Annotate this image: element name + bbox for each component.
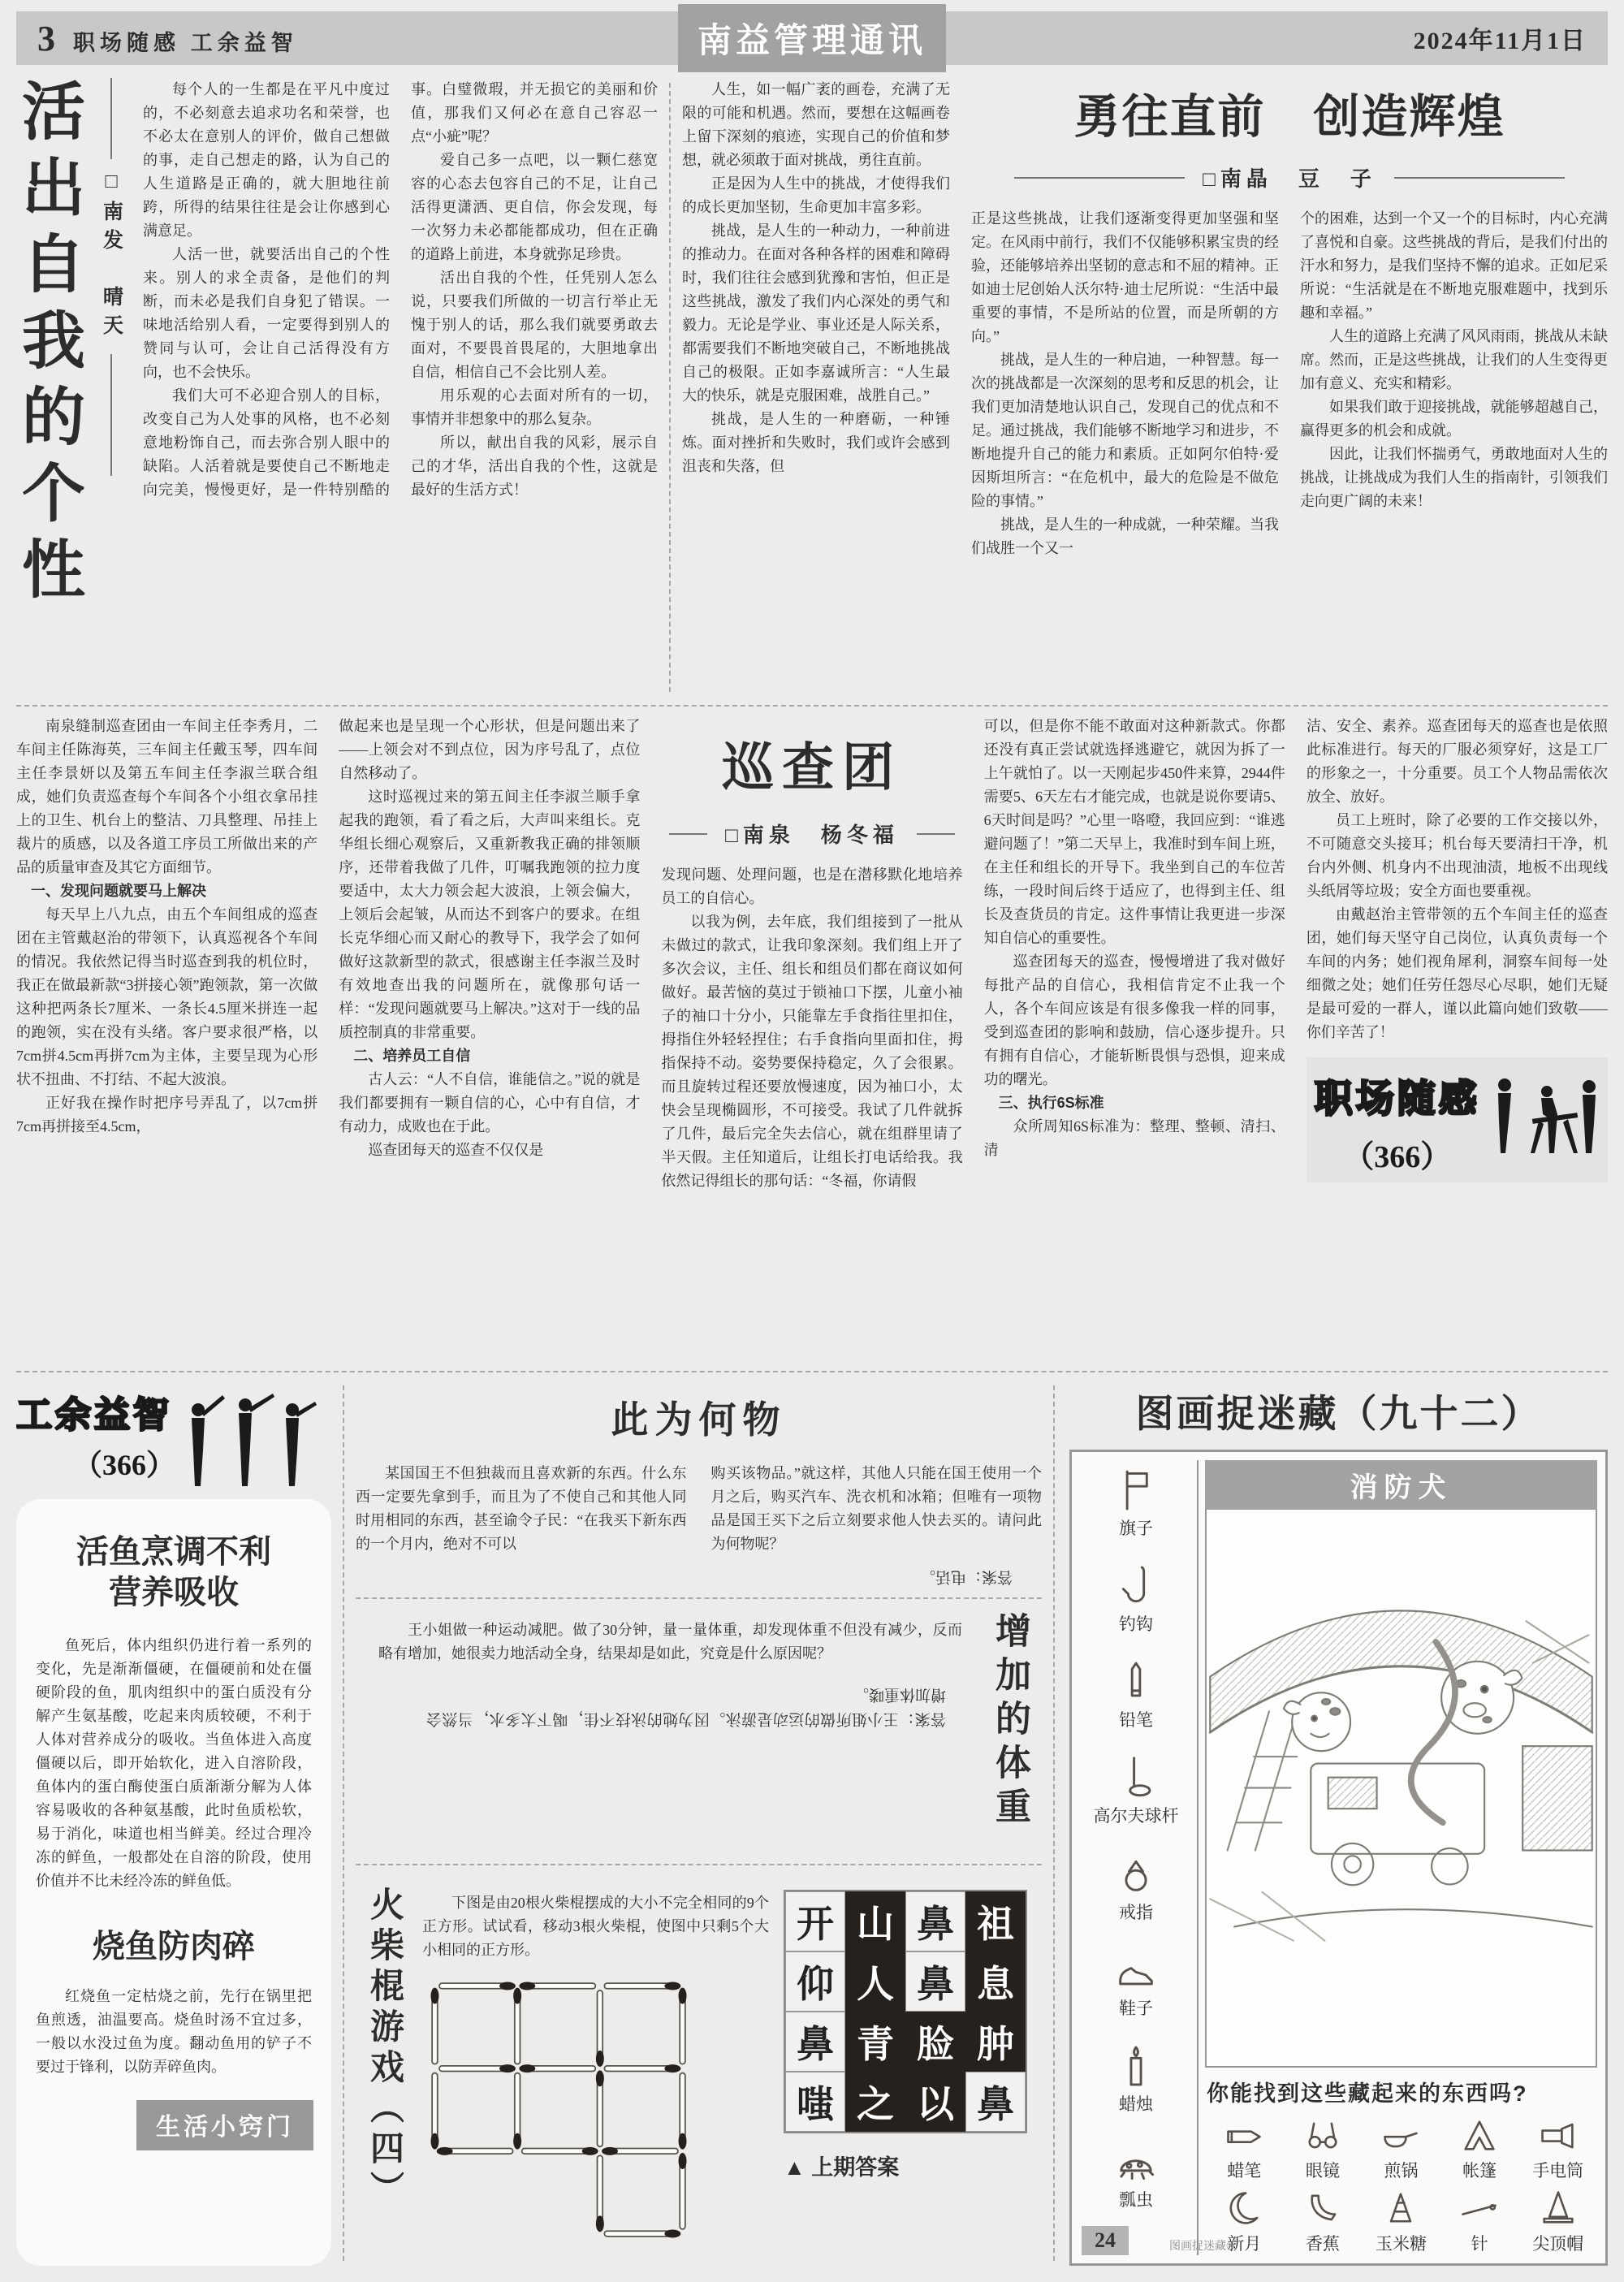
article-patrol-col2 (339, 715, 640, 1363)
tip1-title: 活鱼烹调不利 营养吸收 (76, 1533, 271, 1610)
paragraph: 南泉缝制巡查团由一车间主任李秀月，二车间主任陈海英，三车间主任戴玉琴，四车间主任李景妍以及第五车间主任李淑兰联合组成，她们负责巡查每个车间各个小组衣拿吊挂上的卫生、机台上的整洁、刀具整理、吊挂上裁片的质感，以及各道工序员工所做出来的产品的质量审查及其它方面细节。 (16, 718, 318, 875)
answer-grid-cell: 鼻 (785, 2012, 845, 2072)
paragraph: 人生的道路上充满了风风雨雨，挑战从未缺席。然而，正是这些挑战，让我们的人生变得更加有意义、充实和精彩。 (1300, 328, 1608, 391)
paragraph: 正是这些挑战，让我们逐渐变得更加坚强和坚定。在风雨中前行，我们不仅能够积累宝贵的经验，还能够培养出坚韧的意志和不屈的精神。正如迪士尼创始人沃尔特·迪士尼所说：“生活中最重要的事情，不是所站的位置，而是所朝的方向。” (971, 210, 1279, 344)
ring-icon (1112, 1851, 1160, 1898)
article-forward-title: 勇往直前 创造辉煌 (1073, 92, 1505, 143)
top-row (13, 65, 1608, 697)
hidden-item-label: 新月 (1227, 2234, 1262, 2254)
paragraph: 挑战，是人生的一种磨砺，一种锤炼。面对挫折和失败时，我们或许会感到沮丧和失落，但 (682, 411, 950, 474)
paragraph: 员工上班时，除了必要的工作交接以外，不可随意交头接耳；机台每天要清扫干净，机台内外侧、机身内不出现油渍，地板不出现线头纸屑等垃圾；安全方面也要重视。 (1306, 812, 1608, 899)
paragraph: 我们大可不必迎合别人的目标，改变自己为人处事的风格，也不必刻意地粉饰自己，而去弥合别人眼中的缺陷。人活着就是要使自己不断地走向完美，慢慢更好，是一件特别酷的事。白璧微瑕，并无损它的美丽和价值，那我们又何必在意自己容忍一点“小疵”呢？ (143, 81, 658, 498)
life-tips-badge: 生活小窍门 (136, 2100, 313, 2150)
banana-icon (1302, 2187, 1344, 2229)
crescent-moon-icon (1223, 2187, 1265, 2229)
hidden-item-label: 手电筒 (1532, 2161, 1584, 2180)
hidden-item-candy-corn (1363, 2187, 1439, 2255)
issue-date: 2024年11月1日 (1413, 28, 1587, 54)
hidden-picture-prompt: 你能找到这些藏起来的东西吗? (1207, 2081, 1528, 2106)
paragraph: 洁、安全、素养。巡查团每天的巡查也是依照此标准进行。每天的厂服必须穿好，这是工厂的形象之一，十分重要。员工个人物品需依次放全、放好。 (1306, 718, 1608, 805)
riddle-weight-answer: 答案：王小姐所做的运动是游泳。因为她的泳技不佳，喝下太多水，当然会增加体重喽。 (426, 1686, 946, 1727)
byline-rule (1394, 177, 1565, 179)
hidden-item-label: 帐篷 (1462, 2161, 1497, 2180)
answer-grid-cell: 脸 (905, 2012, 965, 2072)
paragraph: 正是因为人生中的挑战，才使得我们的成长更加坚韧，生命更加丰富多彩。 (682, 175, 950, 215)
article-patrol (16, 715, 1608, 1363)
last-answer-block (784, 1887, 1042, 2266)
paragraph: 做起来也是呈现一个心形状，但是问题出来了——上领会对不到点位，因为序号乱了，点位自然移动了。 (339, 718, 641, 781)
paragraph: 以我为例，去年底，我们组接到了一批从未做过的款式，让我印象深刻。我们组上开了多次会议，主任、组长和组员们都在商议如何做好。最苦恼的莫过于锁袖口下摆，儿童小袖子的袖口十分小，只能靠左手食指往里扣住，拇指住外轻轻捏住；右手食指向里面扣住，拇指保持不动。姿势要保持稳定，久了会很累。而且旋转过程还要放慢速度，因为袖口小，太快会呈现椭圆形，不可接受。我试了几件就拆了几件，最后完全失去信心，就在组群里请了半天假。主任知道后，让组长打电话给我。我依然记得组长的那句话：“冬福，你请假 (661, 914, 963, 1189)
hidden-item-label: 戒指 (1119, 1902, 1153, 1922)
answer-grid-cell: 之 (845, 2072, 905, 2132)
paragraph: 这时巡视过来的第五间主任李淑兰顺手拿起我的跑领，看了看之后，大声叫来组长。克华组长细心观察后，又重新教我正确的排领顺序，还带着我做了几件，叮嘱我跑领的拉力度要适中，太大力领会起大波浪，上领会偏大，上领后会起皱，从而达不到客户的要求。在组长克华细心而又耐心的教导下，我学会了如何做好这款新型的款式，很感谢主任李淑兰及时有效地查出我的问题所在，就像那句话一样：“发现问题就要马上解决。”这对于一线的品质控制真的非常重要。 (339, 789, 641, 1040)
puzzle-badge (16, 1381, 331, 1489)
riddles-zone (356, 1381, 1042, 2266)
answer-grid-cell: 鼻 (905, 1951, 965, 2012)
candle-icon (1112, 2042, 1160, 2090)
article-individuality-byline: □南发 晴天 (100, 171, 123, 343)
tip2-title: 烧鱼防肉碎 (93, 1928, 255, 1964)
workplace-badge (1307, 1057, 1608, 1182)
paragraph: 古人云：“人不自信，谁能信之。”说的就是我们都要拥有一颗自信的心，心中有自信，才有动力，成败也在于此。 (339, 1071, 641, 1135)
byline-rule (917, 833, 955, 835)
hidden-item-label: 钓钩 (1119, 1614, 1153, 1635)
paragraph: 因此，让我们怀揣勇气，勇敢地面对人生的挑战，让挑战成为我们人生的指南针，引领我们走向更广阔的未来！ (1300, 446, 1608, 509)
hidden-item-label: 旗子 (1119, 1519, 1153, 1538)
hidden-item-golf-club (1080, 1754, 1192, 1827)
needle-icon (1458, 2187, 1501, 2229)
answer-grid-cell: 开 (785, 1891, 845, 1951)
riddle-what-title: 此为何物 (611, 1399, 787, 1441)
section-divider (356, 1864, 1042, 1865)
article-forward-byline-block (979, 162, 1600, 192)
fishhook-icon (1112, 1562, 1160, 1610)
row-divider (16, 1371, 1608, 1372)
riddle-what-section (356, 1384, 1042, 1589)
paragraph: 众所周知6S标准为：整理、整顿、清扫、清 (983, 1118, 1285, 1158)
tent-icon (1458, 2114, 1501, 2156)
answer-grid-cell: 青 (845, 2012, 905, 2072)
hidden-picture-banner: 消防犬 (1205, 1460, 1597, 1510)
article-patrol-col5-body (1307, 715, 1608, 1044)
paragraph: 爱自己多一点吧，以一颗仁慈宽容的心态去包容自己的不足，让自己活得更潇洒、更自信，你会发现，每一次努力未必都能都成功，但在正确的道路上前进，本身就弥足珍贵。 (411, 152, 658, 262)
last-answer-grid (784, 1890, 1027, 2133)
hidden-item-banana (1285, 2187, 1361, 2255)
page-header (16, 11, 1608, 65)
hidden-item-candle (1080, 2042, 1192, 2116)
shoe-icon (1112, 1947, 1160, 1994)
matchstick-puzzle-figure (422, 1973, 695, 2246)
byline-rule (1014, 177, 1185, 179)
byline-rule (110, 354, 112, 476)
article-patrol-col5 (1307, 715, 1608, 1363)
paragraph: 购买该物品。”就这样，其他人只能在国王使用一个月之后，购买汽车、洗衣机和冰箱；但唯有一项物品是国王买下之后立刻要求他人快去买的。请问此为何物呢？ (710, 1465, 1042, 1552)
article-patrol-col3 (661, 715, 962, 1363)
article-patrol-byline: □南泉 杨冬福 (725, 823, 899, 847)
pointed-hat-icon (1537, 2187, 1579, 2229)
paragraph: 个的困难，达到一个又一个的目标时，内心充满了喜悦和自豪。这些挑战的背后，是我们付出的汗水和努力，是我们坚持不懈的追求。正如尼采所说：“生活就是在不断地克服难题中，找到乐趣和幸福。” (1300, 210, 1608, 321)
article-patrol-col3-body (661, 863, 962, 1193)
vertical-divider (669, 83, 671, 692)
article-patrol-title: 巡查团 (722, 739, 902, 797)
last-answer-caption: ▲ 上期答案 (784, 2155, 900, 2180)
hidden-item-needle (1442, 2187, 1518, 2255)
golf-club-icon (1112, 1754, 1160, 1801)
pencil-icon (1112, 1658, 1160, 1705)
flashlight-icon (1537, 2114, 1579, 2156)
paragraph: 三、执行6S标准 (998, 1095, 1104, 1111)
hidden-item-label: 高尔夫球杆 (1093, 1806, 1179, 1826)
hidden-item-label: 尖顶帽 (1532, 2234, 1584, 2254)
article-individuality (13, 78, 658, 697)
riddle-weight-title: 增加的体重 (990, 1612, 1030, 1831)
workplace-badge-title: 职场随感 (1314, 1077, 1480, 1120)
hidden-item-tent (1442, 2114, 1518, 2182)
frying-pan-icon (1380, 2114, 1422, 2156)
hidden-picture-items (1207, 2114, 1596, 2255)
article-patrol-col4 (984, 715, 1285, 1363)
tips-zone (16, 1381, 331, 2266)
answer-grid-cell: 鼻 (965, 2072, 1026, 2132)
hidden-item-label: 玉米糖 (1375, 2234, 1427, 2254)
paragraph: 可以，但是你不能不敢面对这种新款式。你都还没有真正尝试就选择逃避它，就因为拆了一上午就怕了。以一天刚起步450件来算，2944件需要5、6天左右才能完成，也就是说你要请5、6天时间是吗？”心里一咯噔，我回应到：“谁逃避问题了！”第二天早上，我准时到车间上班，在主任和组长的开导下。我坐到自己的车位苦练，一段时间后终于适应了，也得到主任、组长及查货员的肯定。这件事情让我更进一步深知自信心的重要性。 (983, 718, 1285, 946)
riddle-weight-body (378, 1619, 962, 1666)
picture-watermark: 图画捉迷藏® (1169, 2241, 1235, 2253)
puzzle-badge-title: 工余益智 (16, 1395, 172, 1435)
hidden-item-label: 鞋子 (1119, 1998, 1153, 2018)
article-forward-col3 (1300, 207, 1608, 513)
hidden-item-glasses (1285, 2114, 1361, 2182)
hidden-item-label: 香蕉 (1305, 2234, 1340, 2254)
glasses-icon (1302, 2114, 1344, 2156)
bottom-row (16, 1381, 1608, 2266)
article-individuality-byline-block (93, 78, 130, 565)
answer-grid-cell: 祖 (965, 1891, 1026, 1951)
paragraph: 每天早上八九点，由五个车间组成的巡查团在主管戴赵治的带领下，认真巡视各个车间的情况。我依然记得当时巡查到我的机位时，我正在做最新款“3拼接心领”跑领款，第一次做这种把两条长7厘米、一条长4.5厘米拼连一起的跑领，实在没有头绪。客户要求很严格，以7cm拼4.5cm再拼7cm为主体，主要呈现为心形状不扭曲、不打结、不起大波浪。 (16, 906, 318, 1087)
answer-grid-cell: 人 (845, 1951, 905, 2012)
riddle-what-col1 (356, 1462, 687, 1556)
article-forward (682, 78, 1608, 697)
paragraph: 活出自我的个性，任凭别人怎么说，只要我们所做的一切言行举止无愧于别人的话，那么我们就要勇敢去面对，不要畏首畏尾的，大胆地拿出自信，相信自己不会比别人差。 (411, 270, 658, 380)
hidden-item-label: 铅笔 (1119, 1710, 1153, 1731)
paragraph: 正好我在操作时把序号弄乱了，以7cm拼7cm再拼接至4.5cm， (16, 1095, 318, 1135)
vertical-divider (343, 1385, 344, 2261)
hidden-item-shoe (1080, 1947, 1192, 2020)
hidden-picture-zone (1066, 1381, 1608, 2266)
section-divider (356, 1597, 1042, 1599)
riddle-what-col2 (711, 1462, 1043, 1556)
picture-page-marker: 24 (1082, 2226, 1129, 2255)
hidden-item-pencil (1080, 1658, 1192, 1731)
paragraph: 挑战，是人生的一种成就，一种荣耀。当我们战胜一个又一 (971, 516, 1279, 556)
hidden-item-flashlight (1520, 2114, 1596, 2182)
hidden-item-pointed-hat (1520, 2187, 1596, 2255)
paragraph: 由戴赵治主管带领的五个车间主任的巡查团，她们每天坚守自己岗位，认真负责每一个车间的内务；她们视角犀利，洞察车间每一处细微之处；她们任劳任怨尽心尽职，她们无疑是最可爱的一群人，谨以此篇向她们致敬——你们辛苦了！ (1306, 906, 1608, 1040)
byline-rule (669, 833, 707, 835)
answer-grid-cell: 嗤 (785, 2072, 845, 2132)
matchstick-game-section (356, 1874, 1042, 2266)
page-number: 3 (37, 18, 55, 58)
hidden-picture-sidebar (1080, 1460, 1199, 2255)
article-individuality-body (143, 78, 658, 679)
article-patrol-byline-block (669, 819, 954, 849)
answer-grid-cell: 肿 (965, 2012, 1026, 2072)
paragraph: 所以，献出自我的风彩，展示自己的才华，活出自我的个性，这就是最好的生活方式！ (411, 434, 658, 498)
tip1-body (36, 1634, 312, 1893)
paragraph: 一、发现问题就要马上解决 (31, 883, 206, 899)
candy-corn-icon (1380, 2187, 1422, 2229)
fire-dog-illustration (1205, 1510, 1597, 2068)
hidden-item-label: 煎锅 (1384, 2161, 1419, 2180)
paragraph: 鱼死后，体内组织仍进行着一系列的变化，先是渐渐僵硬，在僵硬前和处在僵硬阶段的鱼，肌肉组织中的蛋白质没有分解产生氨基酸，吃起来肉质较硬，不利于人体对营养成分的吸收。当鱼体进入高度僵硬以后，即开始软化，进入自溶阶段，鱼体内的蛋白酶使蛋白质渐渐分解为人体容易吸收的各种氨基酸，此时鱼质松软，易于消化，味道也相当鲜美。经过合理冷冻的鲜鱼，一般都处在自溶的阶段，使用价值并不比未经冷冻的鲜鱼低。 (36, 1637, 312, 1889)
life-tips-box (16, 1499, 331, 2266)
riddle-what-answer: 答案：电话。 (919, 1568, 1013, 1585)
hidden-item-label: 针 (1471, 2234, 1488, 2254)
byline-rule (110, 78, 112, 159)
hidden-item-label: 眼镜 (1305, 2161, 1340, 2180)
article-patrol-col1 (16, 715, 317, 1363)
paragraph: 巡查团每天的巡查，慢慢增进了我对做好每批产品的自信心，我相信肯定不止我一个人，各个车间应该是有很多像我一样的同事，受到巡查团的影响和鼓励，信心逐步提升。只有拥有自信心，才能斩断畏惧与恐惧，迎来成功的曙光。 (983, 953, 1285, 1087)
hidden-item-frying-pan (1363, 2114, 1439, 2182)
paragraph: 挑战，是人生的一种动力，一种前进的推动力。在面对各种各样的困难和障碍时，我们往往会感到犹豫和害怕，但正是这些挑战，激发了我们内心深处的勇气和毅力。无论是学业、事业还是人际关系，都需要我们不断地突破自己，不断地挑战自己的极限。正如李嘉诚所言：“人生最大的快乐，就是克服困难，战胜自己。” (682, 223, 950, 404)
paragraph: 用乐观的心去面对所有的一切，事情并非想象中的那么复杂。 (411, 387, 658, 427)
riddle-weight-section (356, 1607, 1042, 1856)
tip2-body (36, 1985, 312, 2079)
article-forward-col1 (682, 78, 950, 697)
hidden-item-label: 蜡烛 (1119, 2094, 1153, 2114)
hidden-picture-headline: 图画捉迷藏（九十二） (1135, 1394, 1542, 1436)
article-individuality-title: 活出自我的个性 (13, 78, 84, 612)
hidden-item-label: 蜡笔 (1227, 2161, 1262, 2180)
row-divider (16, 705, 1608, 707)
flag-icon (1112, 1467, 1160, 1514)
hidden-item-crayon (1207, 2114, 1282, 2182)
hidden-item-ring (1080, 1851, 1192, 1924)
hidden-item-fishhook (1080, 1562, 1192, 1636)
article-forward-col2 (971, 207, 1279, 560)
answer-grid-cell: 息 (965, 1951, 1026, 2012)
answer-grid-cell: 仰 (785, 1951, 845, 2012)
header-sections: 职场随感 工余益智 (73, 30, 298, 55)
paragraph: 下图是由20根火柴棍摆成的大小不完全相同的9个正方形。试试看，移动3根火柴棍，使图中只剩5个大小相同的正方形。 (422, 1895, 769, 1958)
crayon-icon (1223, 2114, 1265, 2156)
puzzle-badge-issue: （366） (73, 1449, 176, 1481)
paragraph: 人生，如一幅广袤的画卷，充满了无限的可能和机遇。然而，要想在这幅画卷上留下深刻的痕迹，实现自己的价值和梦想，就必须敢于面对挑战，勇往直前。 (682, 81, 950, 168)
workplace-badge-issue: （366） (1343, 1140, 1452, 1174)
paragraph: 某国国王不但独裁而且喜欢新的东西。什么东西一定要先拿到手，而且为了不使自己和其他人同时用相同的东西，甚至谕令子民：“在我买下新东西的一个月内，绝对不可以 (356, 1465, 687, 1552)
hidden-item-label: 瓢虫 (1119, 2189, 1153, 2210)
paragraph: 二、培养员工自信 (353, 1048, 471, 1064)
answer-grid-cell: 以 (905, 2072, 965, 2132)
matchstick-game-title: 火柴棍游戏（四） (365, 1887, 403, 2211)
hidden-picture-box (1069, 1450, 1608, 2266)
vertical-divider (1053, 1385, 1055, 2261)
hidden-item-ladybug (1080, 2138, 1192, 2211)
answer-grid-cell: 鼻 (905, 1891, 965, 1951)
paragraph: 巡查团每天的巡查不仅仅是 (368, 1142, 544, 1158)
workers-silhouette-icon (1490, 1074, 1608, 1171)
stargazers-silhouette-icon (182, 1385, 320, 1489)
paragraph: 挑战，是人生的一种启迪，一种智慧。每一次的挑战都是一次深刻的思考和反思的机会，让我们更加清楚地认识自己，发现自己的优点和不足。通过挑战，我们能够不断地学习和进步，不断地提升自己的能力和素质。正如阿尔伯特·爱因斯坦所言：“在危机中，最大的危险是不做危险的事情。” (971, 352, 1279, 509)
paragraph: 人活一世，就要活出自己的个性来。别人的求全责备，是他们的判断，而未必是我们自身犯了错误。一味地活给别人看，一定要得到别人的赞同与认可，会让自己活得没有方向，也不会快乐。 (143, 246, 390, 380)
answer-grid-cell: 山 (845, 1891, 905, 1951)
hidden-picture-key (1205, 2068, 1597, 2255)
paragraph: 红烧鱼一定枯烧之前，先行在锅里把鱼煎透，油温要高。烧鱼时汤不宜过多，一般以水没过鱼为度。翻动鱼用的铲子不要过于锋利，以防弄碎鱼肉。 (36, 1988, 312, 2075)
paragraph: 每个人的一生都是在平凡中度过的，不必刻意去追求功名和荣誉，也不必太在意别人的评价，做自己想做的事，走自己想走的路，认为自己的人生道路是正确的，就大胆地往前跨，所得的结果往往是会让你感到心满意足。 (143, 81, 390, 239)
hidden-item-flag (1080, 1467, 1192, 1540)
article-forward-byline: □南晶 豆 子 (1203, 167, 1376, 191)
paragraph: 如果我们敢于迎接挑战，就能够超越自己，赢得更多的机会和成就。 (1300, 399, 1608, 439)
masthead: 南益管理通讯 (678, 4, 946, 72)
paragraph: 王小姐做一种运动减肥。做了30分钟，量一量体重，却发现体重不但没有减少，反而略有增加，她很卖力地活动全身，结果却是如此，究竟是什么原因呢？ (378, 1622, 962, 1662)
matchstick-game-intro (422, 1891, 769, 1962)
ladybug-icon (1112, 2138, 1160, 2185)
paragraph: 发现问题、处理问题，也是在潜移默化地培养员工的自信心。 (661, 867, 963, 906)
